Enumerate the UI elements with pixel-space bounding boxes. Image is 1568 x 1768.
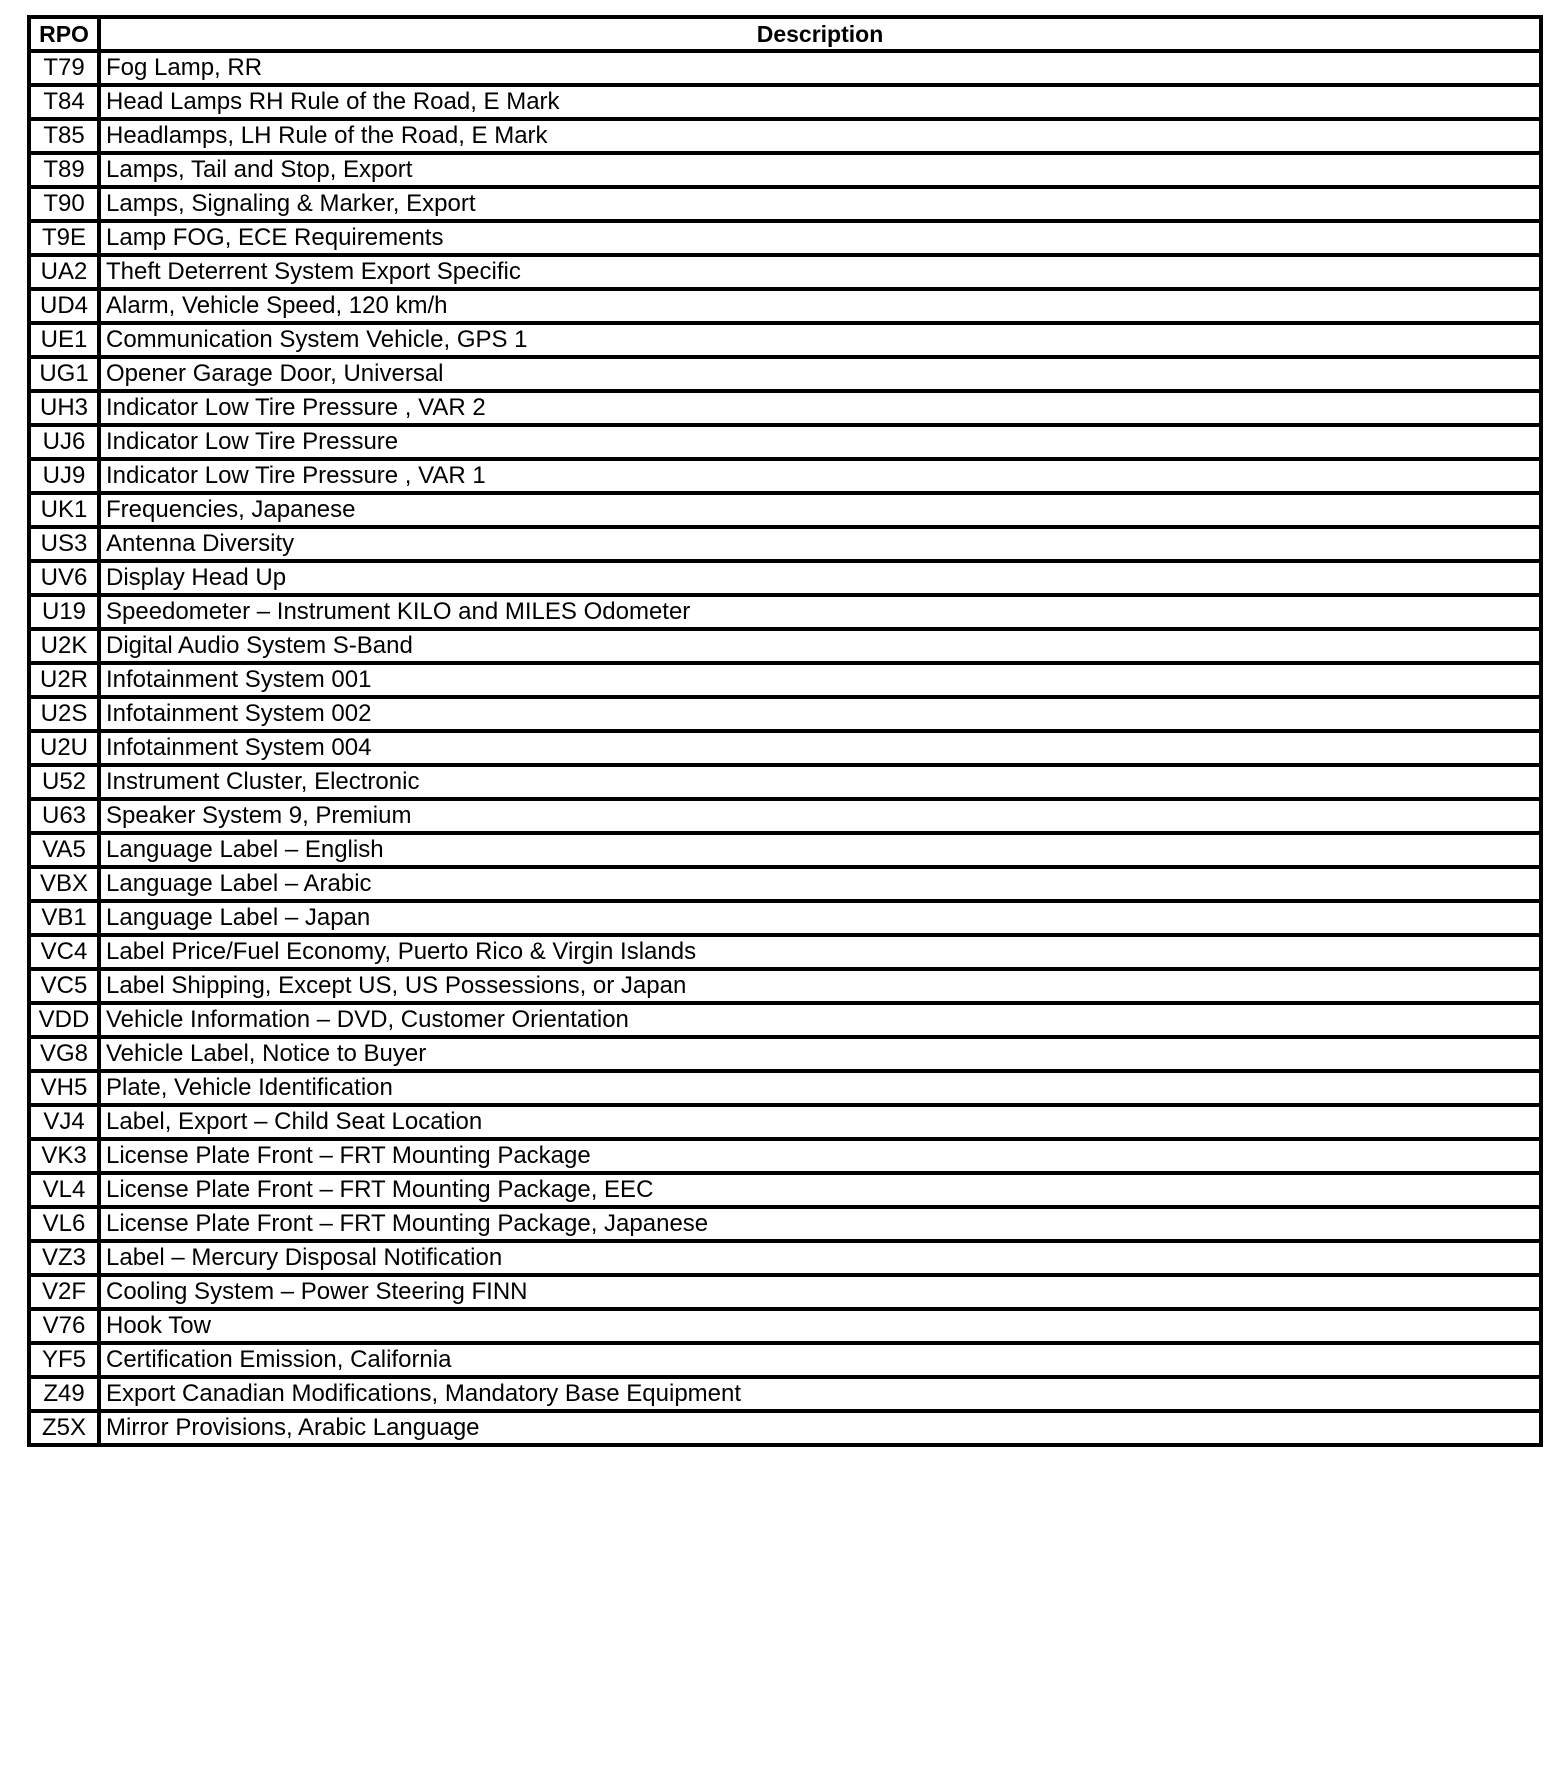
rpo-code-cell: VC5 xyxy=(29,969,99,1003)
description-cell: Label Price/Fuel Economy, Puerto Rico & Virgin Islands xyxy=(99,935,1541,969)
table-row xyxy=(29,1241,1541,1275)
description-cell: Theft Deterrent System Export Specific xyxy=(99,255,1541,289)
description-cell: Communication System Vehicle, GPS 1 xyxy=(99,323,1541,357)
rpo-code-cell: U19 xyxy=(29,595,99,629)
table-row xyxy=(29,493,1541,527)
table-row xyxy=(29,1105,1541,1139)
rpo-code-cell: U2R xyxy=(29,663,99,697)
rpo-code-cell: VC4 xyxy=(29,935,99,969)
table-row xyxy=(29,255,1541,289)
rpo-code-cell: VZ3 xyxy=(29,1241,99,1275)
description-cell: Frequencies, Japanese xyxy=(99,493,1541,527)
table-row xyxy=(29,595,1541,629)
description-cell: Fog Lamp, RR xyxy=(99,51,1541,85)
table-row xyxy=(29,1377,1541,1411)
description-column-header: Description xyxy=(99,17,1541,51)
description-cell: Antenna Diversity xyxy=(99,527,1541,561)
rpo-code-cell: Z49 xyxy=(29,1377,99,1411)
description-cell: Cooling System – Power Steering FINN xyxy=(99,1275,1541,1309)
table-row xyxy=(29,51,1541,85)
rpo-code-cell: T85 xyxy=(29,119,99,153)
description-cell: Certification Emission, California xyxy=(99,1343,1541,1377)
table-row xyxy=(29,765,1541,799)
table-row xyxy=(29,561,1541,595)
rpo-code-cell: UV6 xyxy=(29,561,99,595)
table-row xyxy=(29,629,1541,663)
rpo-code-cell: U63 xyxy=(29,799,99,833)
rpo-code-cell: UD4 xyxy=(29,289,99,323)
rpo-code-cell: U2U xyxy=(29,731,99,765)
table-row xyxy=(29,85,1541,119)
description-cell: Speedometer – Instrument KILO and MILES Odometer xyxy=(99,595,1541,629)
table-row xyxy=(29,1071,1541,1105)
description-cell: Headlamps, LH Rule of the Road, E Mark xyxy=(99,119,1541,153)
table-row xyxy=(29,1275,1541,1309)
description-cell: Label Shipping, Except US, US Possessions, or Japan xyxy=(99,969,1541,1003)
table-row xyxy=(29,323,1541,357)
rpo-code-cell: U52 xyxy=(29,765,99,799)
rpo-code-cell: VG8 xyxy=(29,1037,99,1071)
table-row xyxy=(29,119,1541,153)
description-cell: Speaker System 9, Premium xyxy=(99,799,1541,833)
rpo-code-cell: VJ4 xyxy=(29,1105,99,1139)
description-cell: Digital Audio System S-Band xyxy=(99,629,1541,663)
rpo-code-cell: U2K xyxy=(29,629,99,663)
rpo-code-cell: VA5 xyxy=(29,833,99,867)
description-cell: Language Label – Japan xyxy=(99,901,1541,935)
description-cell: Indicator Low Tire Pressure xyxy=(99,425,1541,459)
description-cell: Instrument Cluster, Electronic xyxy=(99,765,1541,799)
table-row xyxy=(29,833,1541,867)
table-row xyxy=(29,1173,1541,1207)
table-row xyxy=(29,663,1541,697)
rpo-code-cell: UA2 xyxy=(29,255,99,289)
table-row xyxy=(29,1207,1541,1241)
rpo-code-cell: UE1 xyxy=(29,323,99,357)
rpo-code-cell: T89 xyxy=(29,153,99,187)
rpo-code-cell: VDD xyxy=(29,1003,99,1037)
description-cell: Infotainment System 002 xyxy=(99,697,1541,731)
table-body xyxy=(29,51,1541,1445)
rpo-code-cell: UJ9 xyxy=(29,459,99,493)
table-row xyxy=(29,969,1541,1003)
rpo-code-cell: V76 xyxy=(29,1309,99,1343)
rpo-code-cell: UG1 xyxy=(29,357,99,391)
table-row xyxy=(29,867,1541,901)
rpo-code-cell: VB1 xyxy=(29,901,99,935)
table-row xyxy=(29,799,1541,833)
rpo-code-cell: YF5 xyxy=(29,1343,99,1377)
description-cell: Infotainment System 004 xyxy=(99,731,1541,765)
description-cell: Mirror Provisions, Arabic Language xyxy=(99,1411,1541,1445)
header-row xyxy=(29,17,1541,51)
table-row xyxy=(29,697,1541,731)
table-row xyxy=(29,901,1541,935)
table-row xyxy=(29,1003,1541,1037)
rpo-code-cell: T84 xyxy=(29,85,99,119)
rpo-column-header: RPO xyxy=(29,17,99,51)
rpo-code-cell: VL6 xyxy=(29,1207,99,1241)
table-row xyxy=(29,425,1541,459)
description-cell: Lamps, Tail and Stop, Export xyxy=(99,153,1541,187)
rpo-code-cell: U2S xyxy=(29,697,99,731)
description-cell: Label – Mercury Disposal Notification xyxy=(99,1241,1541,1275)
rpo-code-cell: UJ6 xyxy=(29,425,99,459)
table-row xyxy=(29,357,1541,391)
description-cell: Export Canadian Modifications, Mandatory Base Equipment xyxy=(99,1377,1541,1411)
table-row xyxy=(29,1309,1541,1343)
table-row xyxy=(29,187,1541,221)
table-row xyxy=(29,935,1541,969)
description-cell: Language Label – English xyxy=(99,833,1541,867)
rpo-table xyxy=(27,15,1543,1447)
description-cell: Vehicle Information – DVD, Customer Orientation xyxy=(99,1003,1541,1037)
rpo-code-cell: US3 xyxy=(29,527,99,561)
description-cell: Lamps, Signaling & Marker, Export xyxy=(99,187,1541,221)
rpo-code-cell: UH3 xyxy=(29,391,99,425)
description-cell: License Plate Front – FRT Mounting Package, Japanese xyxy=(99,1207,1541,1241)
description-cell: Language Label – Arabic xyxy=(99,867,1541,901)
description-cell: Display Head Up xyxy=(99,561,1541,595)
rpo-code-cell: T90 xyxy=(29,187,99,221)
description-cell: License Plate Front – FRT Mounting Package, EEC xyxy=(99,1173,1541,1207)
rpo-code-cell: T9E xyxy=(29,221,99,255)
rpo-code-cell: Z5X xyxy=(29,1411,99,1445)
description-cell: Plate, Vehicle Identification xyxy=(99,1071,1541,1105)
table-row xyxy=(29,1343,1541,1377)
rpo-code-cell: VL4 xyxy=(29,1173,99,1207)
rpo-code-cell: VBX xyxy=(29,867,99,901)
table-row xyxy=(29,221,1541,255)
table-row xyxy=(29,459,1541,493)
table-row xyxy=(29,731,1541,765)
rpo-code-cell: VK3 xyxy=(29,1139,99,1173)
description-cell: Hook Tow xyxy=(99,1309,1541,1343)
table-row xyxy=(29,527,1541,561)
description-cell: Vehicle Label, Notice to Buyer xyxy=(99,1037,1541,1071)
description-cell: Lamp FOG, ECE Requirements xyxy=(99,221,1541,255)
description-cell: Indicator Low Tire Pressure , VAR 1 xyxy=(99,459,1541,493)
rpo-code-cell: VH5 xyxy=(29,1071,99,1105)
description-cell: License Plate Front – FRT Mounting Package xyxy=(99,1139,1541,1173)
description-cell: Head Lamps RH Rule of the Road, E Mark xyxy=(99,85,1541,119)
rpo-code-cell: T79 xyxy=(29,51,99,85)
table-row xyxy=(29,391,1541,425)
description-cell: Alarm, Vehicle Speed, 120 km/h xyxy=(99,289,1541,323)
description-cell: Indicator Low Tire Pressure , VAR 2 xyxy=(99,391,1541,425)
description-cell: Infotainment System 001 xyxy=(99,663,1541,697)
table-row xyxy=(29,1411,1541,1445)
description-cell: Label, Export – Child Seat Location xyxy=(99,1105,1541,1139)
table-header xyxy=(29,17,1541,51)
description-cell: Opener Garage Door, Universal xyxy=(99,357,1541,391)
rpo-code-cell: V2F xyxy=(29,1275,99,1309)
table-row xyxy=(29,153,1541,187)
table-row xyxy=(29,1139,1541,1173)
table-row xyxy=(29,289,1541,323)
rpo-code-cell: UK1 xyxy=(29,493,99,527)
table-row xyxy=(29,1037,1541,1071)
